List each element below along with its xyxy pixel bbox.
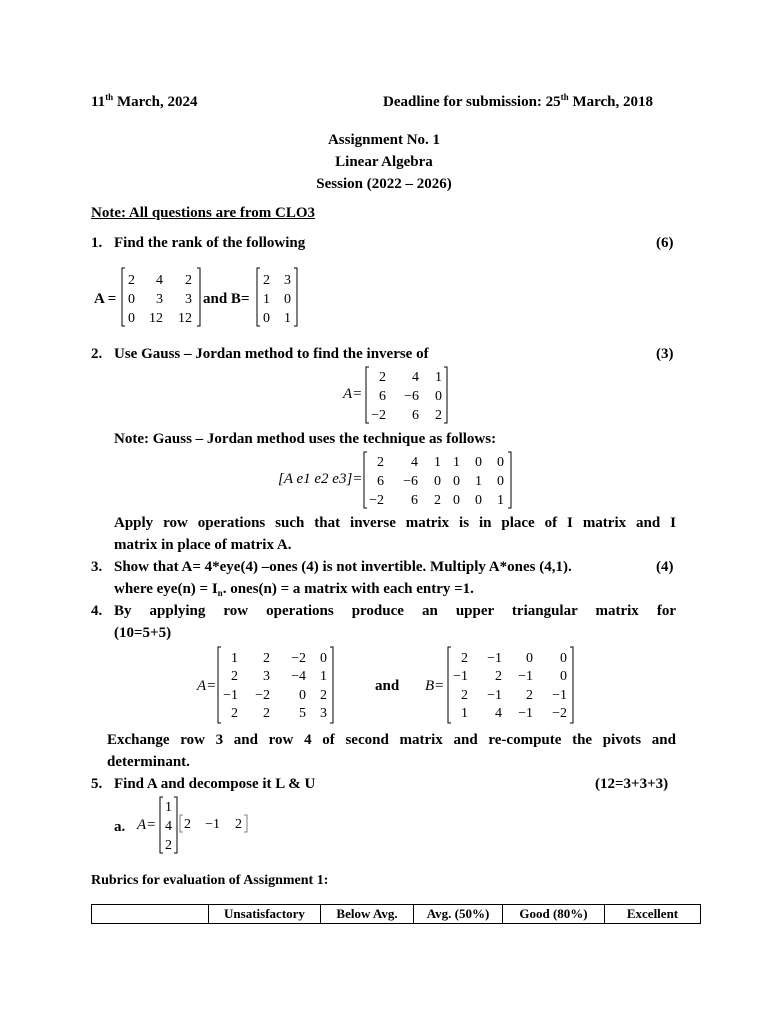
row-vector-entry: 2 — [184, 817, 191, 832]
q4-exchange-line2: determinant. — [107, 754, 190, 770]
q1-number: 1. — [91, 235, 103, 251]
q4-b-label: B= — [425, 678, 445, 694]
q2-number: 2. — [91, 346, 103, 362]
matrix-entry: 6 — [377, 474, 384, 489]
q3-number: 3. — [91, 559, 103, 575]
matrix-entry: −4 — [291, 669, 306, 684]
q3-marks: (4) — [656, 559, 674, 575]
matrix-entry: 4 — [495, 706, 502, 721]
clo-note: Note: All questions are from CLO3 — [91, 205, 316, 221]
matrix-entry: 1 — [453, 455, 460, 470]
q3-text: Show that A= 4*eye(4) –ones (4) is not invertible. Multiply A*ones (4,1). — [114, 559, 572, 575]
q2-matrix — [364, 365, 450, 425]
matrix-entry: 1 — [435, 370, 442, 385]
matrix-entry: 5 — [299, 706, 306, 721]
matrix-entry: 0 — [497, 474, 504, 489]
rubrics-header-cell: Good (80%) — [503, 905, 605, 924]
matrix-entry: 12 — [178, 311, 192, 326]
q4-matrix-b — [446, 645, 576, 725]
matrix-entry: 0 — [475, 455, 482, 470]
matrix-entry: 3 — [185, 292, 192, 307]
rubrics-header-cell: Avg. (50%) — [414, 905, 503, 924]
q1-matrix-b — [255, 266, 299, 328]
assignment-title: Assignment No. 1 — [327, 132, 441, 148]
matrix-entry: 6 — [411, 493, 418, 508]
rubrics-title: Rubrics for evaluation of Assignment 1: — [91, 873, 329, 888]
matrix-entry: 3 — [284, 273, 291, 288]
q1-a-label: A = — [94, 291, 117, 307]
q5-marks: (12=3+3+3) — [595, 776, 669, 792]
q4-text: By applying row operations produce an upper triangular matrix for — [114, 603, 676, 619]
matrix-entry: 2 — [435, 408, 442, 423]
matrix-entry: 2 — [495, 669, 502, 684]
matrix-entry: 2 — [461, 651, 468, 666]
matrix-entry: 0 — [560, 669, 567, 684]
matrix-entry: −2 — [552, 706, 567, 721]
matrix-entry: 2 — [526, 688, 533, 703]
matrix-entry: 1 — [497, 493, 504, 508]
matrix-entry: 2 — [263, 706, 270, 721]
matrix-entry: 2 — [377, 455, 384, 470]
q1-marks: (6) — [656, 235, 674, 251]
matrix-entry: 4 — [411, 455, 418, 470]
matrix-entry: −1 — [552, 688, 567, 703]
matrix-entry: −1 — [518, 669, 533, 684]
rubrics-header-cell: Unsatisfactory — [209, 905, 321, 924]
matrix-entry: −2 — [371, 408, 386, 423]
q4-line2: (10=5+5) — [114, 625, 172, 641]
matrix-entry: 3 — [156, 292, 163, 307]
matrix-entry: −6 — [404, 389, 419, 404]
q2-aug-matrix — [362, 450, 514, 510]
matrix-entry: 0 — [497, 455, 504, 470]
matrix-entry: 0 — [128, 292, 135, 307]
date-line: 11th March, 2024 — [91, 92, 198, 110]
q2-text: Use Gauss – Jordan method to find the inverse of — [114, 346, 429, 362]
matrix-entry: −1 — [518, 706, 533, 721]
session-title: Session (2022 – 2026) — [316, 176, 452, 192]
matrix-entry: 1 — [231, 651, 238, 666]
rubrics-header-cell: Excellent — [605, 905, 701, 924]
matrix-entry: 12 — [149, 311, 163, 326]
q5-item-a: a. — [114, 819, 126, 835]
matrix-entry: 6 — [379, 389, 386, 404]
matrix-entry: −2 — [369, 493, 384, 508]
matrix-entry: 0 — [434, 474, 441, 489]
q2-note: Note: Gauss – Jordan method uses the technique as follows: — [114, 431, 497, 447]
matrix-entry: 0 — [453, 474, 460, 489]
matrix-entry: 1 — [475, 474, 482, 489]
q5-vectors — [158, 795, 254, 855]
matrix-entry: 0 — [475, 493, 482, 508]
matrix-entry: −1 — [223, 688, 238, 703]
matrix-entry: 2 — [128, 273, 135, 288]
matrix-entry: 2 — [379, 370, 386, 385]
row-vector-entry: −1 — [205, 817, 220, 832]
rubrics-header-cell — [92, 905, 209, 924]
matrix-entry: 3 — [320, 706, 327, 721]
matrix-entry: 2 — [185, 273, 192, 288]
q2-marks: (3) — [656, 346, 674, 362]
matrix-entry: 0 — [526, 651, 533, 666]
q2-aug-label: [A e1 e2 e3]= — [278, 471, 363, 487]
matrix-entry: 2 — [320, 688, 327, 703]
q2-apply-line1: Apply row operations such that inverse matrix is in place of I matrix and I — [114, 515, 676, 531]
matrix-entry: 2 — [461, 688, 468, 703]
matrix-entry: 4 — [156, 273, 163, 288]
row-vector-entry: 2 — [235, 817, 242, 832]
column-vector-entry: 1 — [165, 800, 172, 815]
q5-a-label: A= — [137, 817, 157, 833]
q4-number: 4. — [91, 603, 103, 619]
matrix-entry: 2 — [231, 669, 238, 684]
matrix-entry: 1 — [461, 706, 468, 721]
matrix-entry: 0 — [560, 651, 567, 666]
matrix-entry: 3 — [263, 669, 270, 684]
q2-a-label: A= — [343, 386, 363, 402]
q4-matrix-a — [216, 645, 336, 725]
q1-text: Find the rank of the following — [114, 235, 306, 251]
matrix-entry: 0 — [453, 493, 460, 508]
matrix-entry: −1 — [487, 688, 502, 703]
q2-apply-line2: matrix in place of matrix A. — [114, 537, 292, 553]
matrix-entry: 1 — [434, 455, 441, 470]
q4-and: and — [375, 678, 400, 694]
matrix-entry: −2 — [255, 688, 270, 703]
matrix-entry: 0 — [263, 311, 270, 326]
matrix-entry: −1 — [487, 651, 502, 666]
q4-exchange-line1: Exchange row 3 and row 4 of second matrix and re-compute the pivots and — [107, 732, 676, 748]
column-vector-entry: 4 — [165, 819, 172, 834]
matrix-entry: 4 — [412, 370, 419, 385]
q5-number: 5. — [91, 776, 103, 792]
q4-a-label: A= — [197, 678, 217, 694]
matrix-entry: −6 — [403, 474, 418, 489]
course-title: Linear Algebra — [335, 154, 433, 170]
rubrics-table — [91, 904, 701, 924]
matrix-entry: 6 — [412, 408, 419, 423]
column-vector-entry: 2 — [165, 838, 172, 853]
matrix-entry: 1 — [284, 311, 291, 326]
matrix-entry: 0 — [435, 389, 442, 404]
matrix-entry: 2 — [434, 493, 441, 508]
matrix-entry: 2 — [263, 273, 270, 288]
matrix-entry: 0 — [128, 311, 135, 326]
matrix-entry: −2 — [291, 651, 306, 666]
matrix-entry: 0 — [284, 292, 291, 307]
matrix-entry: 2 — [263, 651, 270, 666]
matrix-entry: 1 — [263, 292, 270, 307]
rubrics-header-row — [92, 905, 701, 924]
q1-and-b: and B= — [203, 291, 250, 307]
matrix-entry: 1 — [320, 669, 327, 684]
q1-matrix-a — [120, 266, 202, 328]
q3-line2: where $eye(n) = I_n$. ones(n) = a matrix with each entry =1. — [114, 581, 474, 598]
matrix-entry: 0 — [320, 651, 327, 666]
rubrics-header-cell: Below Avg. — [321, 905, 414, 924]
matrix-entry: 2 — [231, 706, 238, 721]
matrix-entry: −1 — [453, 669, 468, 684]
matrix-entry: 0 — [299, 688, 306, 703]
q5-text: Find A and decompose it L & U — [114, 776, 316, 792]
deadline-line: Deadline for submission: 25th March, 2018 — [383, 92, 653, 110]
